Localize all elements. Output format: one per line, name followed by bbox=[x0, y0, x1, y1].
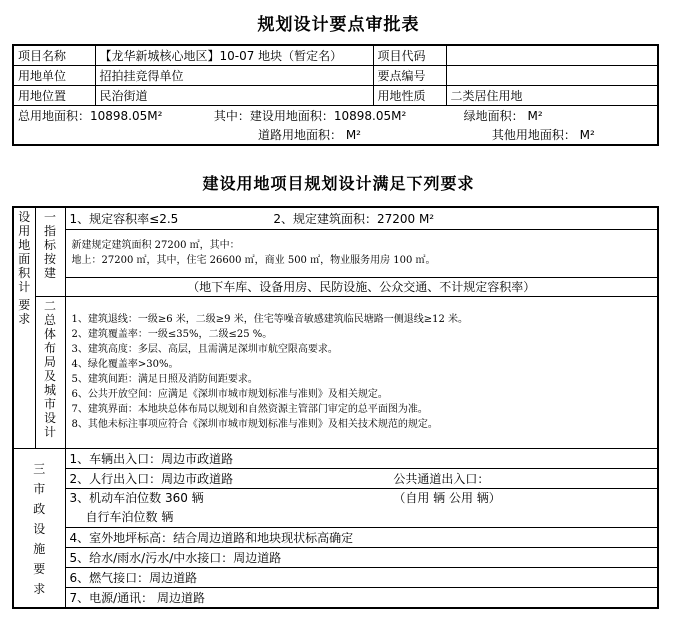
land-nature: 二类居住用地 bbox=[446, 86, 658, 106]
vchar: 设 bbox=[33, 522, 46, 536]
list-item: 5、建筑间距：满足日照及消防间距要求。 bbox=[71, 374, 258, 386]
vchar: 市 bbox=[33, 482, 46, 496]
list-item: 6、公共开放空间：应满足《深圳市城市规划标准与准则》及相关规定。 bbox=[71, 389, 388, 401]
parking-extra: （自用 辆 公用 辆） bbox=[393, 491, 501, 505]
gfa-text: 2、规定建筑面积：27200 M² bbox=[273, 212, 435, 227]
vertical-label-left bbox=[13, 207, 35, 296]
road-area: 道路用地面积： M² bbox=[258, 128, 361, 142]
parking-row bbox=[70, 489, 654, 508]
public-passage: 公共通道出入口： bbox=[393, 472, 490, 486]
point-no bbox=[446, 66, 658, 86]
project-name-label: 项目名称 bbox=[13, 45, 95, 66]
vehicle-entrance: 1、车辆出入口：周边市政道路 bbox=[65, 449, 658, 469]
vchar: 建 bbox=[43, 266, 56, 280]
bike-parking: 自行车泊位数 辆 bbox=[85, 510, 174, 524]
far-text: 1、规定容积率≤2.5 bbox=[69, 212, 179, 227]
vchar: 地 bbox=[18, 238, 31, 252]
vchar: 标 bbox=[43, 238, 56, 252]
build-area: 其中：建设用地面积：10898.05M² bbox=[213, 109, 407, 123]
list-item: 4、绿化覆盖率>30%。 bbox=[71, 359, 179, 371]
vchar: 设 bbox=[18, 210, 31, 224]
section3-label bbox=[13, 449, 65, 609]
area-row bbox=[13, 106, 658, 126]
water-interface: 5、给水/雨水/污水/中水接口：周边道路 bbox=[65, 548, 658, 568]
location: 民治街道 bbox=[95, 86, 373, 106]
vchar: 按 bbox=[43, 252, 56, 266]
parking-count: 3、机动车泊位数 360 辆 bbox=[69, 491, 204, 505]
vchar: 计 bbox=[43, 424, 56, 439]
section2-label bbox=[35, 296, 65, 449]
exclusion-note: （地下车库、设备用房、民防设施、公众交通、不计规定容积率） bbox=[65, 277, 658, 296]
vchar: 求 bbox=[18, 312, 31, 326]
vchar: 二 bbox=[43, 298, 56, 313]
info-table bbox=[12, 44, 659, 146]
detail-line: 新建规定建筑面积 27200 ㎡，其中： bbox=[71, 240, 240, 252]
detail-line: 地上：27200 ㎡，其中，住宅 26600 ㎡，商业 500 ㎡，物业服务用房 100 ㎡。 bbox=[71, 255, 436, 267]
area-detail bbox=[65, 230, 658, 277]
vchar: 面 bbox=[18, 252, 31, 266]
section1-label bbox=[35, 207, 65, 296]
vchar: 要 bbox=[18, 298, 31, 312]
vchar: 总 bbox=[43, 312, 56, 327]
vchar: 施 bbox=[33, 542, 46, 556]
gas-interface: 6、燃气接口：周边道路 bbox=[65, 568, 658, 588]
vchar: 体 bbox=[43, 326, 56, 341]
vchar: 布 bbox=[43, 340, 56, 355]
other-area: 其他用地面积： M² bbox=[491, 128, 595, 142]
vchar: 求 bbox=[33, 582, 46, 596]
area-row-2 bbox=[13, 125, 658, 145]
vchar: 一 bbox=[43, 210, 56, 224]
list-item: 1、建筑退线：一级≥6 米，二级≥9 米，住宅等噪音敏感建筑临民塘路一侧退线≥12 米。 bbox=[71, 314, 468, 326]
requirements-table bbox=[12, 206, 659, 609]
project-name: 【龙华新城核心地区】10-07 地块（暂定名） bbox=[95, 45, 373, 66]
page-title: 规划设计要点审批表 bbox=[257, 15, 420, 35]
vchar: 政 bbox=[33, 502, 46, 516]
parking-cell bbox=[65, 489, 658, 528]
location-label: 用地位置 bbox=[13, 86, 95, 106]
power-interface: 7、电源/通讯： 周边道路 bbox=[65, 588, 658, 609]
vchar: 要 bbox=[33, 562, 46, 576]
vchar: 城 bbox=[43, 382, 56, 397]
vchar: 及 bbox=[43, 368, 56, 383]
point-no-label: 要点编号 bbox=[373, 66, 446, 86]
project-code bbox=[446, 45, 658, 66]
vchar: 市 bbox=[43, 396, 56, 411]
section-title: 建设用地项目规划设计满足下列要求 bbox=[202, 174, 475, 193]
land-unit: 招拍挂竞得单位 bbox=[95, 66, 373, 86]
vchar: 计 bbox=[18, 280, 31, 294]
vchar: 局 bbox=[43, 354, 56, 369]
land-unit-label: 用地单位 bbox=[13, 66, 95, 86]
land-nature-label: 用地性质 bbox=[373, 86, 446, 106]
project-code-label: 项目代码 bbox=[373, 45, 446, 66]
total-area: 总用地面积：10898.05M² bbox=[18, 109, 163, 123]
vchar: 三 bbox=[33, 462, 46, 476]
vchar: 积 bbox=[18, 266, 31, 280]
vchar: 设 bbox=[43, 410, 56, 425]
list-item: 3、建筑高度：多层、高层，且需满足深圳市航空限高要求。 bbox=[71, 344, 338, 356]
list-item: 2、建筑覆盖率：一级≤35%，二级≤25 %。 bbox=[71, 329, 273, 341]
layout-requirements bbox=[65, 296, 658, 449]
list-item: 7、建筑界面：本地块总体布局以规划和自然资源主管部门审定的总平面图为准。 bbox=[71, 404, 428, 416]
vchar: 用 bbox=[18, 224, 31, 238]
pedestrian-row bbox=[65, 469, 658, 489]
far-row bbox=[65, 207, 658, 230]
site-elevation: 4、室外地坪标高：结合周边道路和地块现状标高确定 bbox=[65, 528, 658, 548]
pedestrian-entrance: 2、人行出入口：周边市政道路 bbox=[69, 472, 234, 486]
green-area: 绿地面积： M² bbox=[463, 109, 543, 123]
list-item: 8、其他未标注事项应符合《深圳市城市规划标准与准则》及相关技术规范的规定。 bbox=[71, 419, 438, 431]
vchar: 指 bbox=[43, 224, 56, 238]
vertical-label-left-b bbox=[13, 296, 35, 449]
